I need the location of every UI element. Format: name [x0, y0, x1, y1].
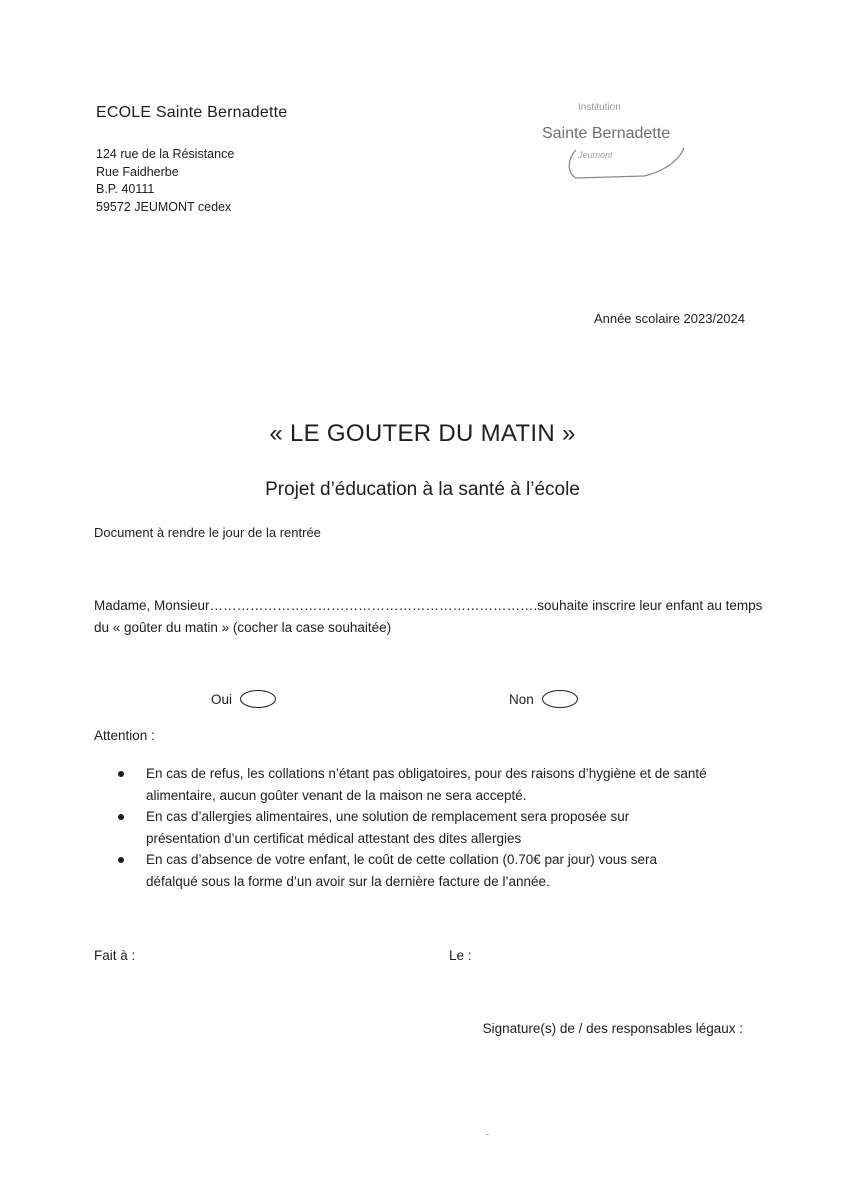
choice-oui: [211, 690, 276, 708]
bullet-icon: [118, 771, 124, 777]
signature-label: Signature(s) de / des responsables légaux :: [482, 1021, 743, 1036]
choice-non: [509, 690, 578, 708]
list-item-text: En cas de refus, les collations n’étant pas obligatoires, pour des raisons d’hygiène et de santé: [146, 766, 707, 781]
address-line: B.P. 40111: [96, 182, 155, 196]
choice-oui-label: Oui: [211, 691, 233, 707]
list-item: [118, 806, 758, 849]
list-item: [118, 849, 758, 892]
logo-name-text: Sainte Bernadette: [542, 125, 671, 142]
return-instruction: Document à rendre le jour de la rentrée: [94, 525, 321, 540]
registration-line: Madame, Monsieur……………………………………………………………….souhaite inscrire leur enfant au temps: [94, 598, 763, 613]
oui-checkbox[interactable]: [240, 690, 276, 708]
page-title: « LE GOUTER DU MATIN »: [269, 420, 576, 447]
attention-heading: Attention :: [94, 728, 155, 743]
school-logo-stamp: [532, 92, 702, 192]
list-item-text: défalqué sous la forme d’un avoir sur la dernière facture de l’année.: [146, 873, 550, 889]
school-logo-svg: [532, 92, 702, 192]
non-checkbox[interactable]: [542, 690, 578, 708]
date-field-label: Le :: [449, 948, 472, 963]
school-name: ECOLE Sainte Bernadette: [96, 104, 288, 121]
address-line: Rue Faidherbe: [96, 164, 179, 179]
bullet-icon: [118, 814, 124, 820]
list-item-text: En cas d’absence de votre enfant, le coût de cette collation (0.70€ par jour) vous sera: [146, 852, 658, 867]
logo-institution-text: Institution: [578, 102, 621, 113]
address-line: 124 rue de la Résistance: [96, 147, 235, 161]
address-line: 59572 JEUMONT cedex: [96, 199, 232, 214]
list-item-text: alimentaire, aucun goûter venant de la maison ne sera accepté.: [146, 787, 527, 803]
bullet-icon: [118, 857, 124, 863]
scan-speck: [486, 1134, 489, 1135]
list-item-text: présentation d’un certificat médical attestant des dites allergies: [146, 830, 522, 846]
page-subtitle: Projet d’éducation à la santé à l’école: [265, 479, 580, 500]
list-item-text: En cas d’allergies alimentaires, une solution de remplacement sera proposée sur: [146, 809, 630, 824]
registration-text: [94, 595, 774, 639]
list-item: [118, 763, 758, 806]
registration-line: du « goûter du matin » (cocher la case souhaitée): [94, 620, 392, 635]
conditions-list: [118, 763, 758, 892]
place-field-label: Fait à :: [94, 948, 136, 963]
choice-non-label: Non: [509, 691, 534, 707]
logo-city-text: Jeumont: [578, 150, 613, 160]
school-year: Année scolaire 2023/2024: [593, 311, 745, 326]
school-address: [96, 146, 234, 216]
